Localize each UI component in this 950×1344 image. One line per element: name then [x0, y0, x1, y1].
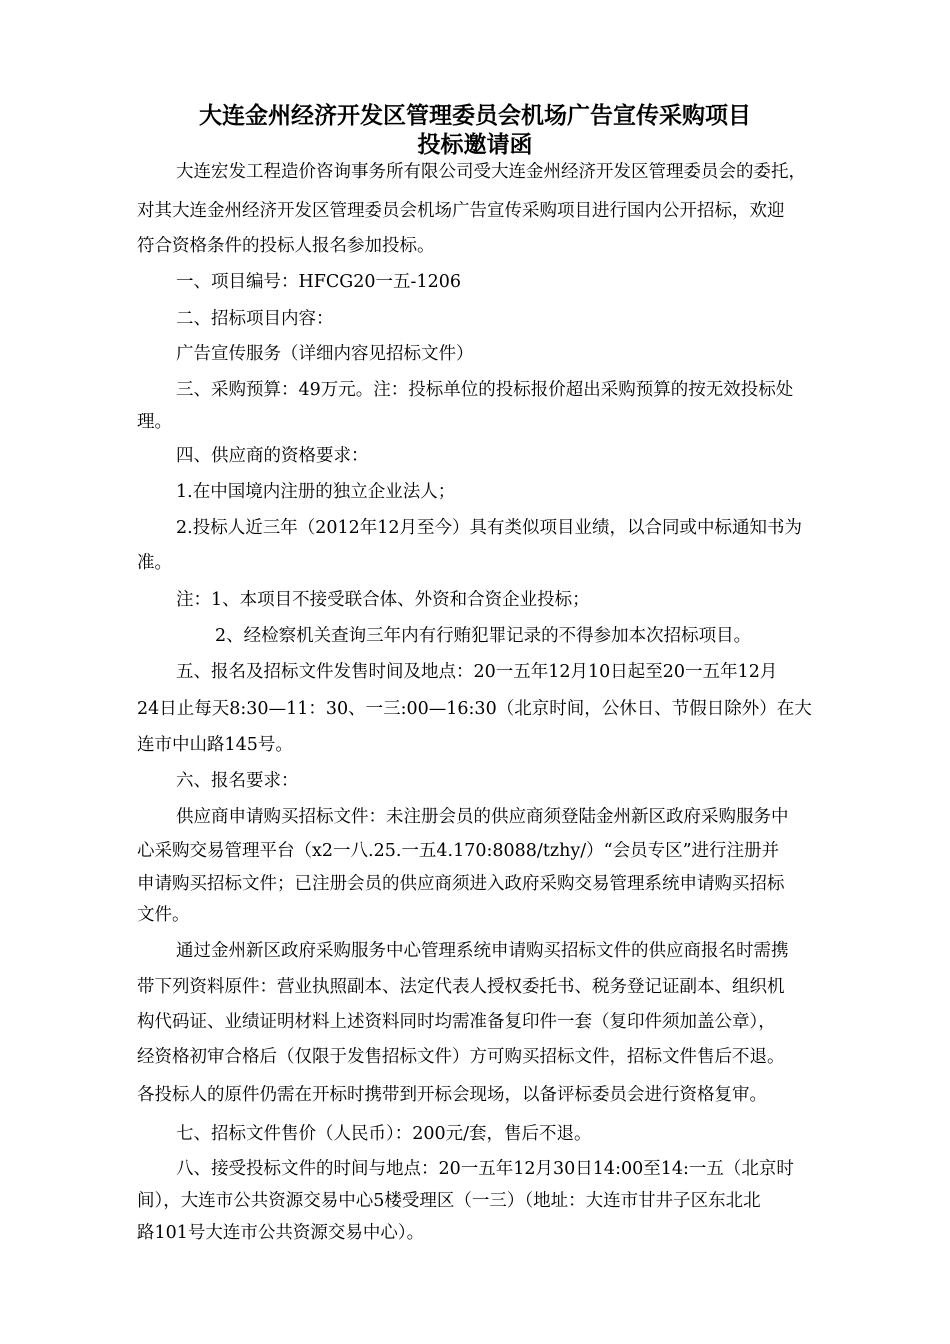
text-line: 带下列资料原件：营业执照副本、法定代表人授权委托书、税务登记证副本、组织机: [137, 977, 785, 997]
text-line: 七、招标文件售价（人民币）：200元/套，售后不退。: [176, 1124, 592, 1144]
text-line: 供应商申请购买招标文件：未注册会员的供应商须登陆金州新区政府采购服务中: [176, 807, 789, 827]
text-line: 构代码证、业绩证明材料上述资料同时均需准备复印件一套（复印件须加盖公章），: [137, 1012, 776, 1032]
text-line: 六、报名要求：: [176, 771, 299, 791]
text-line: 注：1、本项目不接受联合体、外资和合资企业投标；: [176, 590, 590, 610]
text-line: 心采购交易管理平台（x2一八.25.一五4.170:8088/tzhy/）“会员专区”进行注册并: [137, 841, 780, 861]
text-line: 五、报名及招标文件发售时间及地点：20一五年12月10日起至20一五年12月: [176, 662, 778, 682]
text-line: 文件。: [137, 905, 190, 925]
text-line: 八、接受投标文件的时间与地点：20一五年12月30日14:00至14:一五（北京时: [176, 1159, 794, 1179]
text-line: 路101号大连市公共资源交易中心）。: [137, 1223, 425, 1243]
text-line: 1.在中国境内注册的独立企业法人；: [176, 482, 456, 502]
text-line: 申请购买招标文件；已注册会员的供应商须进入政府采购交易管理系统申请购买招标: [137, 874, 785, 894]
text-line: 三、采购预算：49万元。注：投标单位的投标报价超出采购预算的按无效投标处: [176, 380, 794, 400]
text-line: 二、招标项目内容：: [176, 309, 334, 329]
document-title: 大连金州经济开发区管理委员会机场广告宣传采购项目: [199, 103, 751, 129]
text-line: 24日止每天8:30—11：30、一三:00—16:30（北京时间，公休日、节假日除外）在大: [137, 699, 812, 719]
text-line: 大连宏发工程造价咨询事务所有限公司受大连金州经济开发区管理委员会的委托，: [176, 162, 806, 182]
text-line: 通过金州新区政府采购服务中心管理系统申请购买招标文件的供应商报名时需携: [176, 941, 789, 961]
text-line: 对其大连金州经济开发区管理委员会机场广告宣传采购项目进行国内公开招标，欢迎: [137, 201, 785, 221]
text-line: 2、经检察机关查询三年内有行贿犯罪记录的不得参加本次招标项目。: [215, 626, 752, 646]
document-subtitle: 投标邀请函: [417, 132, 533, 158]
text-line: 各投标人的原件仍需在开标时携带到开标会现场，以备评标委员会进行资格复审。: [137, 1085, 767, 1105]
text-line: 四、供应商的资格要求：: [176, 446, 369, 466]
text-line: 符合资格条件的投标人报名参加投标。: [137, 236, 435, 256]
text-line: 间），大连市公共资源交易中心5楼受理区（一三）（地址：大连市甘井子区东北北: [137, 1191, 761, 1211]
text-line: 理。: [137, 412, 172, 432]
text-line: 准。: [137, 553, 172, 573]
text-line: 经资格初审合格后（仅限于发售招标文件）方可购买招标文件，招标文件售后不退。: [137, 1047, 785, 1067]
text-line: 2.投标人近三年（2012年12月至今）具有类似项目业绩，以合同或中标通知书为: [176, 518, 802, 538]
text-line: 一、项目编号：HFCG20一五-1206: [176, 272, 461, 292]
text-line: 连市中山路145号。: [137, 735, 293, 755]
text-line: 广告宣传服务（详细内容见招标文件）: [176, 344, 474, 364]
